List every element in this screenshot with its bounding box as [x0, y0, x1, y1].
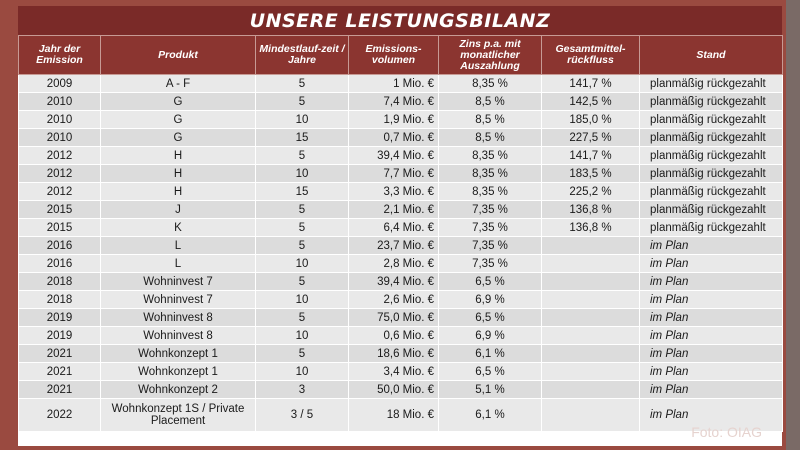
- cell-status: planmäßig rückgezahlt: [640, 75, 783, 93]
- cell-year: 2021: [19, 381, 101, 399]
- cell-year: 2019: [19, 327, 101, 345]
- cell-year: 2016: [19, 237, 101, 255]
- cell-interest: 6,5 %: [439, 363, 542, 381]
- cell-interest: 7,35 %: [439, 237, 542, 255]
- cell-volume: 75,0 Mio. €: [349, 309, 439, 327]
- cell-interest: 8,5 %: [439, 129, 542, 147]
- background-edge: [786, 0, 800, 450]
- cell-volume: 6,4 Mio. €: [349, 219, 439, 237]
- table-row: [19, 147, 783, 165]
- cell-product: Wohnkonzept 1: [101, 345, 256, 363]
- cell-volume: 0,6 Mio. €: [349, 327, 439, 345]
- cell-status: planmäßig rückgezahlt: [640, 165, 783, 183]
- cell-volume: 3,3 Mio. €: [349, 183, 439, 201]
- cell-product: A - F: [101, 75, 256, 93]
- table-row: [19, 93, 783, 111]
- cell-return: 225,2 %: [542, 183, 640, 201]
- cell-interest: 8,5 %: [439, 93, 542, 111]
- cell-status: im Plan: [640, 345, 783, 363]
- cell-product: L: [101, 255, 256, 273]
- cell-return: 185,0 %: [542, 111, 640, 129]
- cell-product: Wohninvest 8: [101, 327, 256, 345]
- table-row: [19, 363, 783, 381]
- cell-status: planmäßig rückgezahlt: [640, 219, 783, 237]
- cell-term: 5: [256, 201, 349, 219]
- header-year: Jahr der Emission: [19, 36, 101, 75]
- cell-product: G: [101, 93, 256, 111]
- cell-interest: 8,35 %: [439, 165, 542, 183]
- cell-volume: 7,4 Mio. €: [349, 93, 439, 111]
- cell-year: 2021: [19, 363, 101, 381]
- cell-interest: 6,1 %: [439, 345, 542, 363]
- cell-return: 141,7 %: [542, 75, 640, 93]
- cell-return: [542, 345, 640, 363]
- cell-year: 2021: [19, 345, 101, 363]
- cell-year: 2015: [19, 219, 101, 237]
- cell-status: im Plan: [640, 309, 783, 327]
- cell-year: 2018: [19, 273, 101, 291]
- cell-term: 15: [256, 129, 349, 147]
- cell-status: planmäßig rückgezahlt: [640, 201, 783, 219]
- cell-product: Wohnkonzept 1: [101, 363, 256, 381]
- cell-term: 10: [256, 255, 349, 273]
- cell-product: Wohninvest 7: [101, 291, 256, 309]
- cell-volume: 1,9 Mio. €: [349, 111, 439, 129]
- table-title: UNSERE LEISTUNGSBILANZ: [18, 6, 782, 35]
- cell-year: 2022: [19, 399, 101, 432]
- cell-product: G: [101, 129, 256, 147]
- cell-volume: 18,6 Mio. €: [349, 345, 439, 363]
- cell-return: 142,5 %: [542, 93, 640, 111]
- cell-year: 2010: [19, 111, 101, 129]
- header-product: Produkt: [101, 36, 256, 75]
- cell-term: 5: [256, 309, 349, 327]
- cell-product: H: [101, 165, 256, 183]
- cell-interest: 7,35 %: [439, 201, 542, 219]
- cell-status: planmäßig rückgezahlt: [640, 111, 783, 129]
- table-row: [19, 399, 783, 432]
- table-row: [19, 219, 783, 237]
- table-row: [19, 255, 783, 273]
- cell-volume: 0,7 Mio. €: [349, 129, 439, 147]
- cell-term: 10: [256, 291, 349, 309]
- cell-volume: 7,7 Mio. €: [349, 165, 439, 183]
- cell-product: J: [101, 201, 256, 219]
- cell-volume: 50,0 Mio. €: [349, 381, 439, 399]
- cell-return: [542, 399, 640, 432]
- cell-return: 136,8 %: [542, 219, 640, 237]
- cell-volume: 2,6 Mio. €: [349, 291, 439, 309]
- table-row: [19, 309, 783, 327]
- cell-product: H: [101, 147, 256, 165]
- cell-product: G: [101, 111, 256, 129]
- cell-product: K: [101, 219, 256, 237]
- cell-term: 10: [256, 111, 349, 129]
- cell-term: 5: [256, 345, 349, 363]
- cell-term: 5: [256, 147, 349, 165]
- cell-year: 2010: [19, 129, 101, 147]
- table-row: [19, 129, 783, 147]
- table-row: [19, 381, 783, 399]
- cell-interest: 8,35 %: [439, 75, 542, 93]
- table-row: [19, 201, 783, 219]
- cell-return: [542, 363, 640, 381]
- cell-volume: 23,7 Mio. €: [349, 237, 439, 255]
- cell-status: planmäßig rückgezahlt: [640, 129, 783, 147]
- cell-year: 2018: [19, 291, 101, 309]
- cell-term: 5: [256, 93, 349, 111]
- cell-status: planmäßig rückgezahlt: [640, 183, 783, 201]
- cell-term: 10: [256, 165, 349, 183]
- cell-return: [542, 291, 640, 309]
- table-row: [19, 165, 783, 183]
- table-row: [19, 273, 783, 291]
- photo-credit: Foto: OIAG: [691, 424, 762, 440]
- cell-return: [542, 327, 640, 345]
- cell-term: 5: [256, 273, 349, 291]
- header-term: Mindestlauf-zeit / Jahre: [256, 36, 349, 75]
- cell-interest: 8,35 %: [439, 183, 542, 201]
- cell-year: 2009: [19, 75, 101, 93]
- cell-product: Wohninvest 8: [101, 309, 256, 327]
- cell-return: [542, 309, 640, 327]
- table-row: [19, 237, 783, 255]
- cell-status: im Plan: [640, 381, 783, 399]
- cell-year: 2015: [19, 201, 101, 219]
- cell-return: 183,5 %: [542, 165, 640, 183]
- cell-return: 136,8 %: [542, 201, 640, 219]
- cell-year: 2012: [19, 183, 101, 201]
- cell-term: 5: [256, 75, 349, 93]
- header-return: Gesamtmittel-rückfluss: [542, 36, 640, 75]
- cell-return: [542, 273, 640, 291]
- cell-year: 2012: [19, 147, 101, 165]
- cell-interest: 7,35 %: [439, 219, 542, 237]
- cell-status: im Plan: [640, 255, 783, 273]
- cell-status: im Plan: [640, 291, 783, 309]
- cell-return: [542, 237, 640, 255]
- table-row: [19, 345, 783, 363]
- cell-term: 5: [256, 237, 349, 255]
- cell-status: planmäßig rückgezahlt: [640, 147, 783, 165]
- cell-term: 10: [256, 327, 349, 345]
- cell-interest: 8,5 %: [439, 111, 542, 129]
- cell-volume: 2,1 Mio. €: [349, 201, 439, 219]
- performance-table-panel: [18, 6, 782, 446]
- cell-term: 3 / 5: [256, 399, 349, 432]
- table-row: [19, 75, 783, 93]
- cell-year: 2012: [19, 165, 101, 183]
- cell-return: 227,5 %: [542, 129, 640, 147]
- cell-interest: 6,9 %: [439, 291, 542, 309]
- cell-return: 141,7 %: [542, 147, 640, 165]
- header-volume: Emissions-volumen: [349, 36, 439, 75]
- cell-interest: 6,1 %: [439, 399, 542, 432]
- cell-product: H: [101, 183, 256, 201]
- cell-interest: 6,5 %: [439, 273, 542, 291]
- cell-year: 2019: [19, 309, 101, 327]
- cell-return: [542, 381, 640, 399]
- cell-term: 10: [256, 363, 349, 381]
- cell-product: Wohninvest 7: [101, 273, 256, 291]
- cell-product: Wohnkonzept 1S / Private Placement: [101, 399, 256, 432]
- cell-interest: 5,1 %: [439, 381, 542, 399]
- cell-status: im Plan: [640, 327, 783, 345]
- table-row: [19, 183, 783, 201]
- cell-return: [542, 255, 640, 273]
- cell-interest: 6,9 %: [439, 327, 542, 345]
- cell-term: 5: [256, 219, 349, 237]
- table-row: [19, 327, 783, 345]
- cell-status: im Plan: [640, 363, 783, 381]
- performance-table: [18, 35, 783, 432]
- cell-volume: 1 Mio. €: [349, 75, 439, 93]
- cell-volume: 2,8 Mio. €: [349, 255, 439, 273]
- header-interest: Zins p.a. mit monatlicher Auszahlung: [439, 36, 542, 75]
- cell-volume: 39,4 Mio. €: [349, 273, 439, 291]
- cell-status: im Plan: [640, 237, 783, 255]
- cell-term: 3: [256, 381, 349, 399]
- cell-interest: 6,5 %: [439, 309, 542, 327]
- cell-product: Wohnkonzept 2: [101, 381, 256, 399]
- cell-status: im Plan: [640, 273, 783, 291]
- cell-volume: 39,4 Mio. €: [349, 147, 439, 165]
- cell-year: 2010: [19, 93, 101, 111]
- cell-status: planmäßig rückgezahlt: [640, 93, 783, 111]
- table-header-row: [19, 36, 783, 75]
- header-status: Stand: [640, 36, 783, 75]
- cell-term: 15: [256, 183, 349, 201]
- table-row: [19, 291, 783, 309]
- cell-year: 2016: [19, 255, 101, 273]
- cell-status: im Plan: [640, 399, 783, 432]
- cell-interest: 8,35 %: [439, 147, 542, 165]
- table-row: [19, 111, 783, 129]
- cell-volume: 18 Mio. €: [349, 399, 439, 432]
- cell-interest: 7,35 %: [439, 255, 542, 273]
- cell-volume: 3,4 Mio. €: [349, 363, 439, 381]
- cell-product: L: [101, 237, 256, 255]
